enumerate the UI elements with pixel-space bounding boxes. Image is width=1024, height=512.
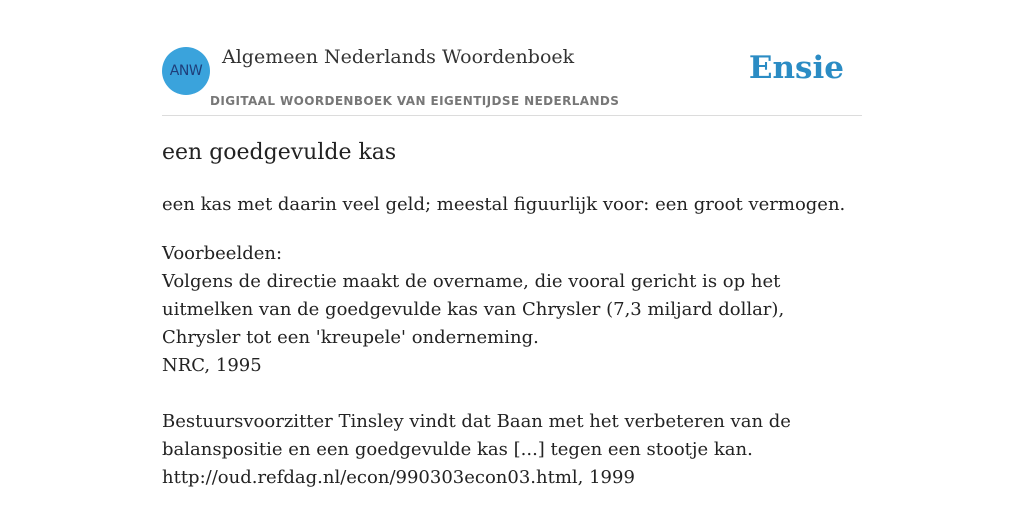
entry-title: een goedgevulde kas — [162, 140, 397, 165]
example-source: NRC, 1995 — [162, 355, 262, 376]
entry-definition: een kas met daarin veel geld; meestal figuurlijk voor: een groot vermogen. — [162, 194, 846, 215]
examples-label: Voorbeelden: — [162, 243, 283, 264]
example-text: Bestuursvoorzitter Tinsley vindt dat Baan met het verbeteren van de balanspositie en een goedgevulde kas [...] tegen een stootje kan. — [162, 411, 791, 460]
page-container — [162, 0, 862, 488]
example-text: Volgens de directie maakt de overname, die vooral gericht is op het uitmelken van de goedgevulde kas van Chrysler (7,3 miljard dollar), Chrysler tot een 'kreupele' onderneming. — [162, 271, 785, 348]
site-header — [162, 0, 862, 116]
site-title[interactable]: Algemeen Nederlands Woordenboek — [222, 46, 575, 68]
examples-section — [162, 240, 862, 492]
anw-logo[interactable]: ANW — [162, 47, 210, 95]
example-source: http://oud.refdag.nl/econ/990303econ03.html, 1999 — [162, 467, 635, 488]
site-subtitle: DIGITAAL WOORDENBOEK VAN EIGENTIJDSE NEDERLANDS — [210, 94, 620, 108]
example-spacer — [162, 380, 862, 408]
ensie-brand-logo[interactable]: Ensie — [748, 50, 844, 86]
